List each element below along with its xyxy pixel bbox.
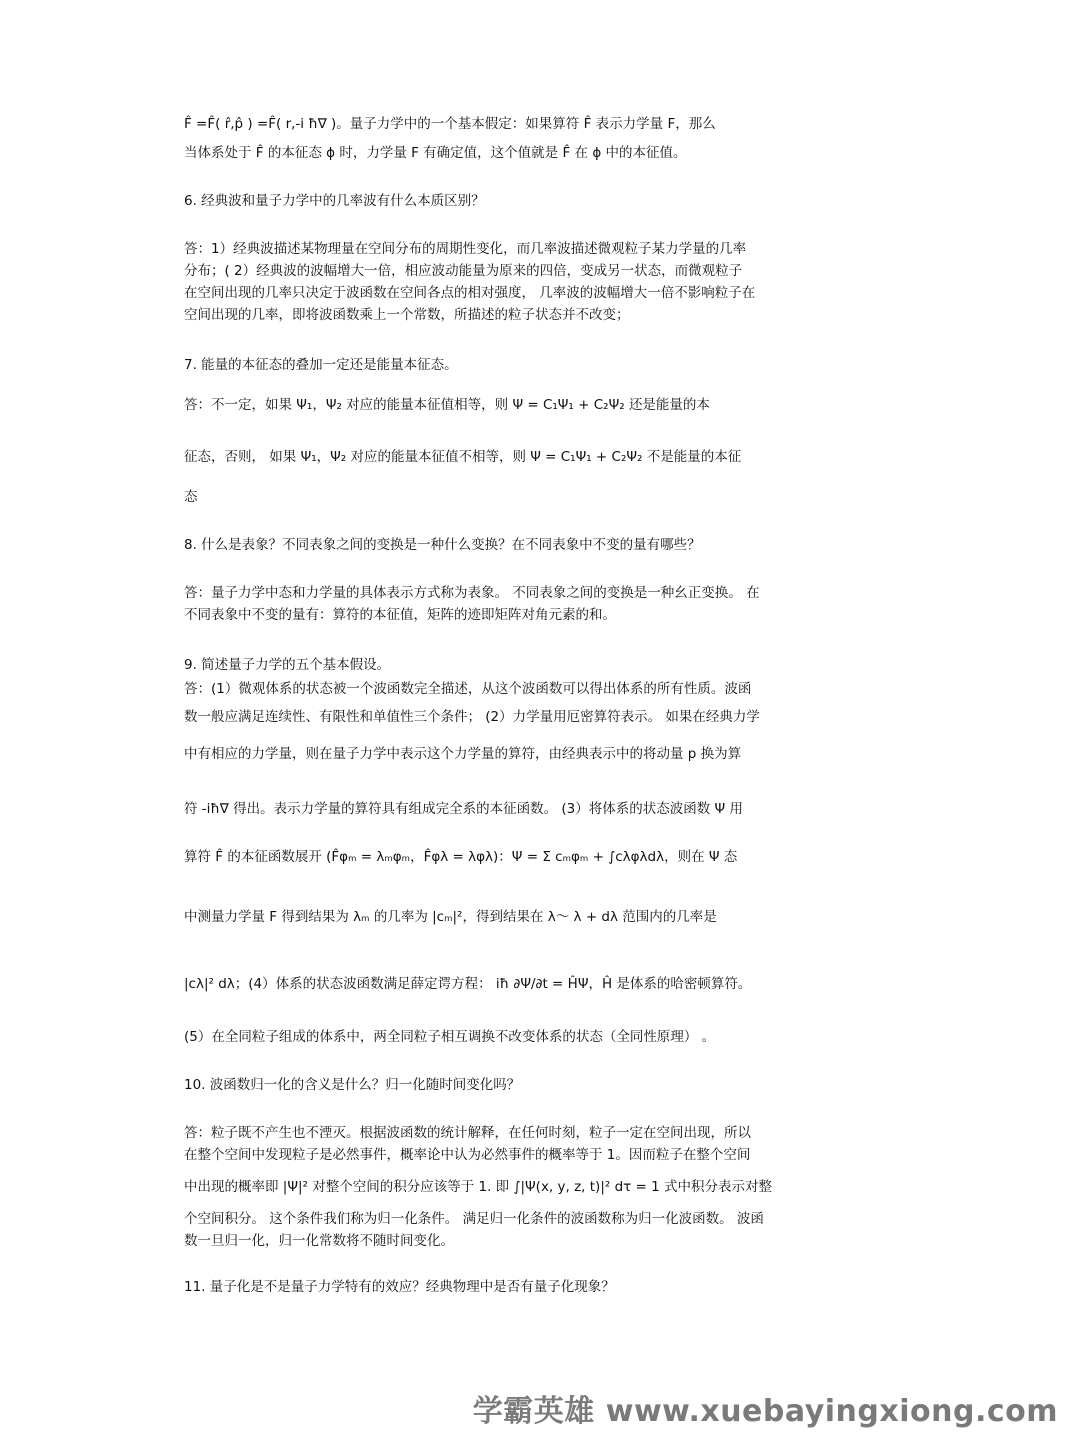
text-line-6: 在空间出现的几率只决定于波函数在空间各点的相对强度， 几率波的波幅增大一倍不影响粒子在 [184,285,756,301]
text-line-25: 答：粒子既不产生也不湮灭。根据波函数的统计解释，在任何时刻，粒子一定在空间出现，所以 [184,1125,751,1141]
text-line-9: 答：不一定，如果 Ψ₁，Ψ₂ 对应的能量本征值相等，则 Ψ = C₁Ψ₁ + C₂Ψ₂ 还是能量的本 [184,397,710,413]
text-line-12: 8. 什么是表象？不同表象之间的变换是一种什么变换？在不同表象中不变的量有哪些？ [184,537,701,553]
text-line-8: 7. 能量的本征态的叠加一定还是能量本征态。 [184,357,458,373]
text-line-7: 空间出现的几率，即将波函数乘上一个常数，所描述的粒子状态并不改变； [184,307,630,323]
text-line-10: 征态，否则， 如果 Ψ₁，Ψ₂ 对应的能量本征值不相等，则 Ψ = C₁Ψ₁ + C₂Ψ₂ 不是能量的本征 [184,449,742,465]
text-line-14: 不同表象中不变的量有：算符的本征值，矩阵的迹即矩阵对角元素的和。 [184,607,616,623]
text-line-15: 9. 简述量子力学的五个基本假设。 [184,657,391,673]
text-line-4: 答：1）经典波描述某物理量在空间分布的周期性变化，而几率波描述微观粒子某力学量的几率 [184,241,747,257]
text-line-18: 中有相应的力学量，则在量子力学中表示这个力学量的算符，由经典表示中的将动量 p 换为算 [184,746,742,762]
text-line-16: 答：(1）微观体系的状态被一个波函数完全描述，从这个波函数可以得出体系的所有性质。波函 [184,681,752,697]
text-line-20: 算符 F̂ 的本征函数展开 (F̂φₘ = λₘφₘ，F̂φλ = λφλ)：Ψ = Σ cₘφₘ + ∫cλφλdλ，则在 Ψ 态 [184,849,738,865]
text-line-11: 态 [184,489,198,505]
text-line-27: 中出现的概率即 |Ψ|² 对整个空间的积分应该等于 1. 即 ∫|Ψ(x, y, z, t)|² dτ = 1 式中积分表示对整 [184,1179,773,1195]
text-line-29: 数一旦归一化，归一化常数将不随时间变化。 [184,1233,454,1249]
text-line-17: 数一般应满足连续性、有限性和单值性三个条件； (2）力学量用厄密算符表示。 如果在经典力学 [184,709,760,725]
text-line-28: 个空间积分。 这个条件我们称为归一化条件。 满足归一化条件的波函数称为归一化波函数。 波函 [184,1211,764,1227]
text-line-30: 11. 量子化是不是量子力学特有的效应？经典物理中是否有量子化现象？ [184,1279,615,1295]
text-line-5: 分布；( 2）经典波的波幅增大一倍，相应波动能量为原来的四倍，变成另一状态，而微观粒子 [184,263,743,279]
text-line-19: 符 -iħ∇ 得出。表示力学量的算符具有组成完全系的本征函数。 (3）将体系的状态波函数 Ψ 用 [184,801,743,817]
watermark: 学霸英雄 www.xuebayingxiong.com [472,1394,1058,1429]
text-line-26: 在整个空间中发现粒子是必然事件，概率论中认为必然事件的概率等于 1。因而粒子在整个空间 [184,1147,751,1163]
text-line-1: F̂ =F̂( r̂,p̂ ) =F̂( r,-i ħ∇ )。量子力学中的一个基本假定：如果算符 F̂ 表示力学量 F，那么 [184,116,716,132]
text-line-22: |cλ|² dλ；(4）体系的状态波函数满足薛定谔方程： iħ ∂Ψ/∂t = ĤΨ，Ĥ 是体系的哈密顿算符。 [184,976,752,992]
text-line-23: (5）在全同粒子组成的体系中，两全同粒子相互调换不改变体系的状态（全同性原理） 。 [184,1029,716,1045]
text-line-24: 10. 波函数归一化的含义是什么？归一化随时间变化吗？ [184,1077,521,1093]
text-line-21: 中测量力学量 F 得到结果为 λₘ 的几率为 |cₘ|²，得到结果在 λ～ λ + dλ 范围内的几率是 [184,909,717,925]
text-line-2: 当体系处于 F̂ 的本征态 ϕ 时，力学量 F 有确定值，这个值就是 F̂ 在 ϕ 中的本征值。 [184,145,687,161]
text-line-13: 答：量子力学中态和力学量的具体表示方式称为表象。 不同表象之间的变换是一种幺正变换。 在 [184,585,760,601]
text-line-3: 6. 经典波和量子力学中的几率波有什么本质区别？ [184,193,485,209]
